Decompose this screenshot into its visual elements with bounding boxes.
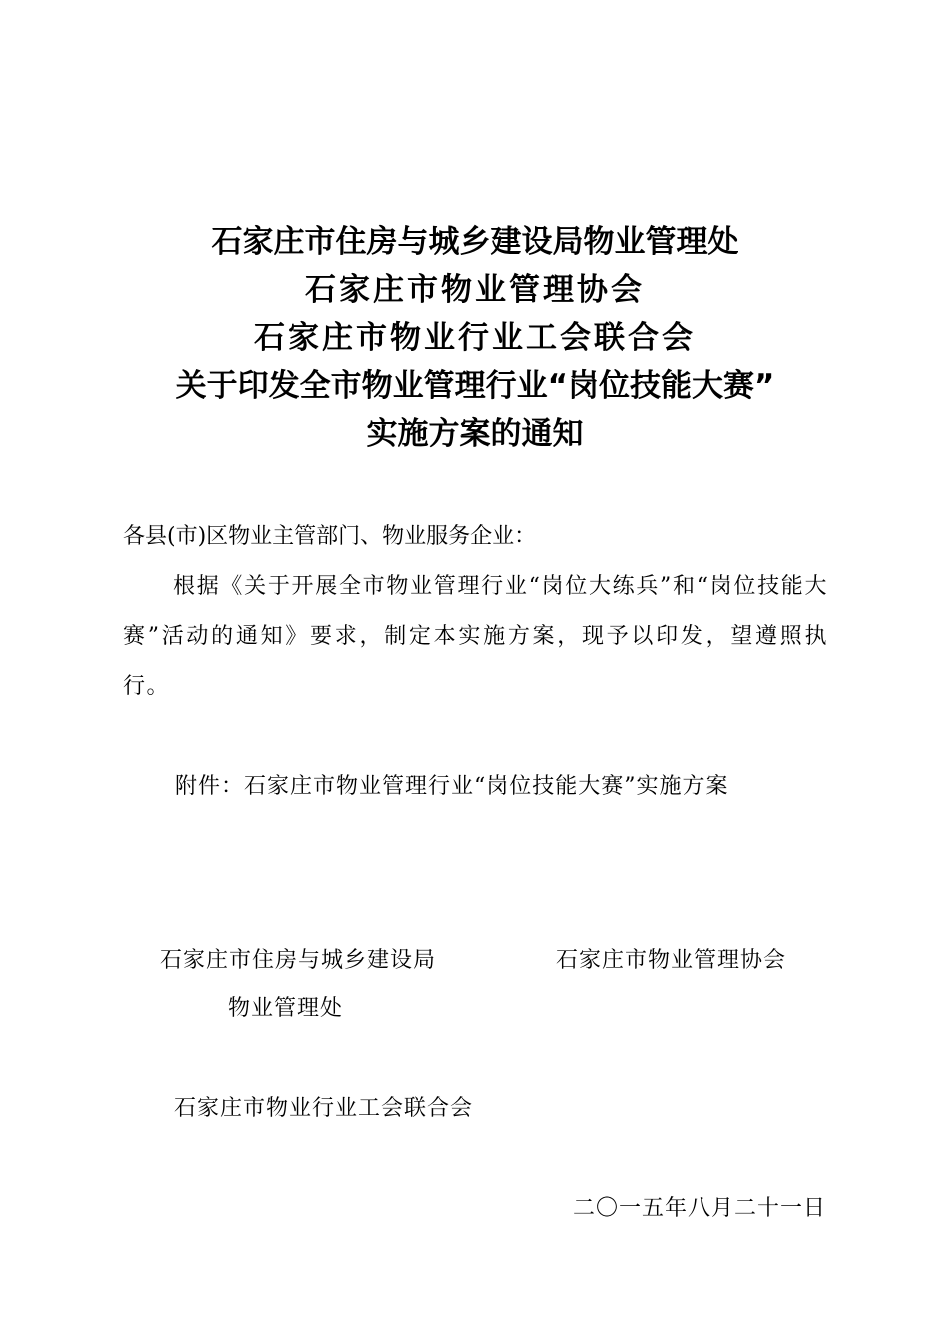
title-line-2: 石家庄市物业管理协会 xyxy=(305,272,645,308)
signatory-union: 石家庄市物业行业工会联合会 xyxy=(174,1096,474,1121)
document-title xyxy=(0,218,950,458)
title-line-4: 关于印发全市物业管理行业“岗位技能大赛” xyxy=(175,368,775,404)
attachment-note: 附件：石家庄市物业管理行业“岗位技能大赛”实施方案 xyxy=(175,774,729,799)
signatory-housing-bureau: 石家庄市住房与城乡建设局 xyxy=(160,948,437,973)
document-date: 二〇一五年八月二十一日 xyxy=(572,1196,826,1221)
body-paragraph: 根据《关于开展全市物业管理行业“岗位大练兵”和“岗位技能大赛”活动的通知》要求，制定本实施方案，现予以印发，望遵照执行。 xyxy=(123,574,828,699)
title-line-5: 实施方案的通知 xyxy=(366,416,584,452)
salutation: 各县(市)区物业主管部门、物业服务企业： xyxy=(123,524,537,549)
title-line-3: 石家庄市物业行业工会联合会 xyxy=(254,320,696,356)
signatory-association: 石家庄市物业管理协会 xyxy=(556,948,787,973)
title-line-1: 石家庄市住房与城乡建设局物业管理处 xyxy=(211,224,739,260)
signatory-housing-bureau-department: 物业管理处 xyxy=(228,996,344,1021)
